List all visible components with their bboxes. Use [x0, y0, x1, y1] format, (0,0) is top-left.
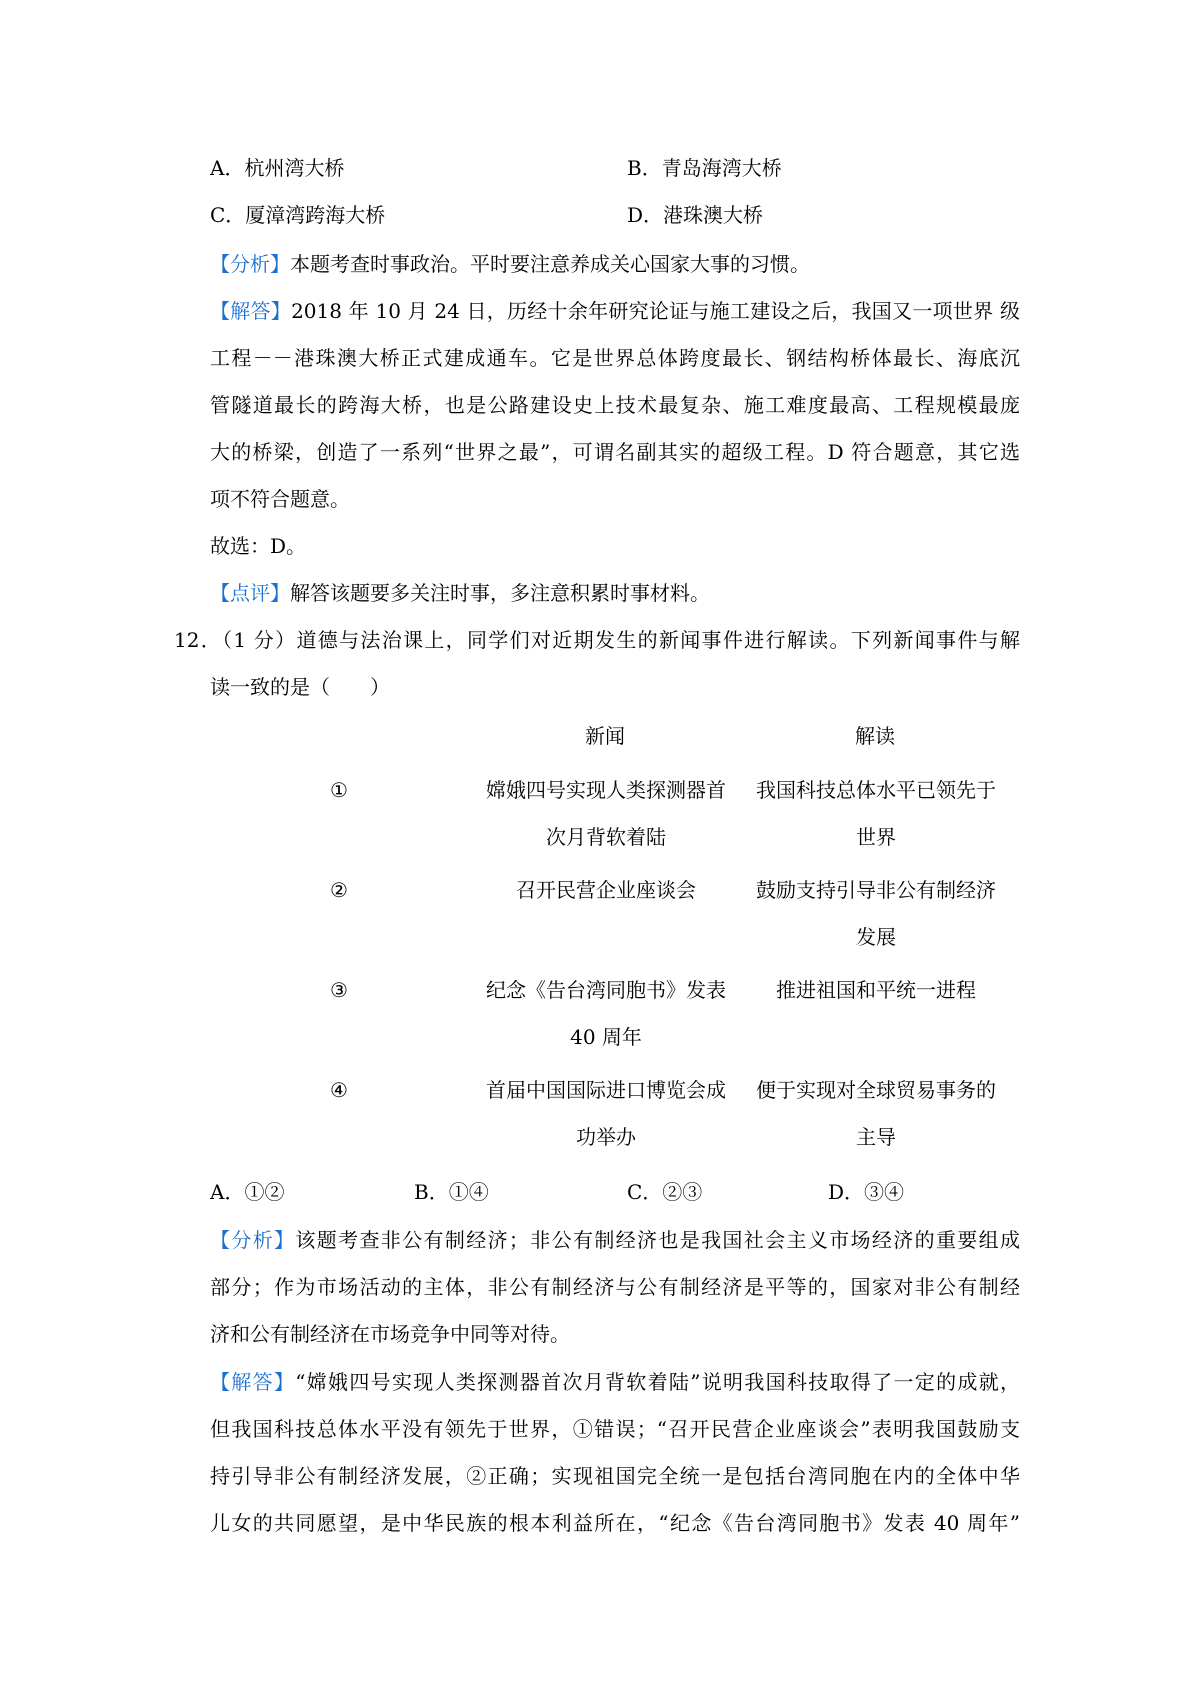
q11-option-c: C．厦漳湾跨海大桥 — [210, 203, 386, 227]
q12-stem-line-2: 读一致的是（ ） — [210, 675, 390, 699]
table-row-3-news-1: 纪念《告台湾同胞书》发表 — [486, 978, 726, 1002]
table-row-3-num: ③ — [330, 978, 348, 1002]
q11-option-a: A．杭州湾大桥 — [210, 156, 345, 180]
table-row-4-news-1: 首届中国国际进口博览会成 — [486, 1078, 726, 1102]
q11-option-d: D．港珠澳大桥 — [627, 203, 764, 227]
q12-option-b: B．①④ — [414, 1180, 489, 1204]
table-row-2-reading-2: 发展 — [856, 925, 896, 949]
review-text: 解答该题要多关注时事，多注意积累时事材料。 — [290, 581, 710, 605]
q11-choice: 故选：D。 — [210, 534, 307, 558]
q12-option-d: D．③④ — [828, 1180, 905, 1204]
review-tag: 【点评】 — [210, 581, 290, 605]
analysis-text: 本题考查时事政治。平时要注意养成关心国家大事的习惯。 — [290, 252, 810, 276]
answer-tag: 【解答】 — [210, 299, 292, 323]
q11-answer-line-1: 【解答】2018 年 10 月 24 日，历经十余年研究论证与施工建设之后，我国又一项世界 级 — [210, 299, 1020, 323]
q12-answer-line-1: 【解答】“嫦娥四号实现人类探测器首次月背软着陆”说明我国科技取得了一定的成就， — [210, 1370, 1020, 1394]
table-row-1-reading-1: 我国科技总体水平已领先于 — [756, 778, 996, 802]
table-header-news: 新闻 — [585, 724, 625, 748]
q12-answer-line-3: 持引导非公有制经济发展，②正确；实现祖国完全统一是包括台湾同胞在内的全体中华 — [210, 1464, 1020, 1488]
answer-tag: 【解答】 — [210, 1370, 296, 1394]
table-row-2-news-1: 召开民营企业座谈会 — [516, 878, 696, 902]
q12-analysis-line-1: 【分析】该题考查非公有制经济；非公有制经济也是我国社会主义市场经济的重要组成 — [210, 1228, 1021, 1252]
analysis-tag: 【分析】 — [210, 252, 290, 276]
q11-answer-line-4: 大的桥梁，创造了一系列“世界之最”，可谓名副其实的超级工程。D 符合题意，其它选 — [210, 440, 1020, 464]
table-row-1-reading-2: 世界 — [856, 825, 896, 849]
q12-analysis-line-3: 济和公有制经济在市场竞争中同等对待。 — [210, 1322, 570, 1346]
table-row-1-news-2: 次月背软着陆 — [546, 825, 666, 849]
table-row-3-reading-1: 推进祖国和平统一进程 — [776, 978, 976, 1002]
q12-option-c: C．②③ — [627, 1180, 703, 1204]
q12-stem-line-1: 12．（1 分）道德与法治课上，同学们对近期发生的新闻事件进行解读。下列新闻事件与解 — [174, 628, 1020, 652]
table-row-4-reading-2: 主导 — [856, 1125, 896, 1149]
q12-analysis-line-2: 部分；作为市场活动的主体，非公有制经济与公有制经济是平等的，国家对非公有制经 — [210, 1275, 1020, 1299]
q11-analysis — [210, 250, 810, 278]
table-row-2-num: ② — [330, 878, 348, 902]
table-row-2-reading-1: 鼓励支持引导非公有制经济 — [756, 878, 996, 902]
table-row-1-num: ① — [330, 778, 348, 802]
analysis-tag: 【分析】 — [210, 1228, 296, 1252]
table-row-4-reading-1: 便于实现对全球贸易事务的 — [756, 1078, 996, 1102]
q12-answer-line-2: 但我国科技总体水平没有领先于世界，①错误；“召开民营企业座谈会”表明我国鼓励支 — [210, 1417, 1020, 1441]
table-row-1-news-1: 嫦娥四号实现人类探测器首 — [486, 778, 726, 802]
q11-answer-line-3: 管隧道最长的跨海大桥，也是公路建设史上技术最复杂、施工难度最高、工程规模最庞 — [210, 393, 1020, 417]
q11-option-b: B．青岛海湾大桥 — [627, 156, 782, 180]
q12-answer-line-4: 儿女的共同愿望，是中华民族的根本利益所在，“纪念《告台湾同胞书》发表 40 周年” — [210, 1511, 1020, 1535]
table-row-4-num: ④ — [330, 1078, 348, 1102]
q11-answer-line-5: 项不符合题意。 — [210, 487, 350, 511]
q12-option-a: A．①② — [210, 1180, 285, 1204]
q11-answer-line-2: 工程－－港珠澳大桥正式建成通车。它是世界总体跨度最长、钢结构桥体最长、海底沉 — [210, 346, 1020, 370]
q11-review — [210, 579, 710, 607]
table-header-reading: 解读 — [855, 724, 895, 748]
table-row-3-news-2: 40 周年 — [570, 1025, 642, 1049]
table-row-4-news-2: 功举办 — [576, 1125, 636, 1149]
